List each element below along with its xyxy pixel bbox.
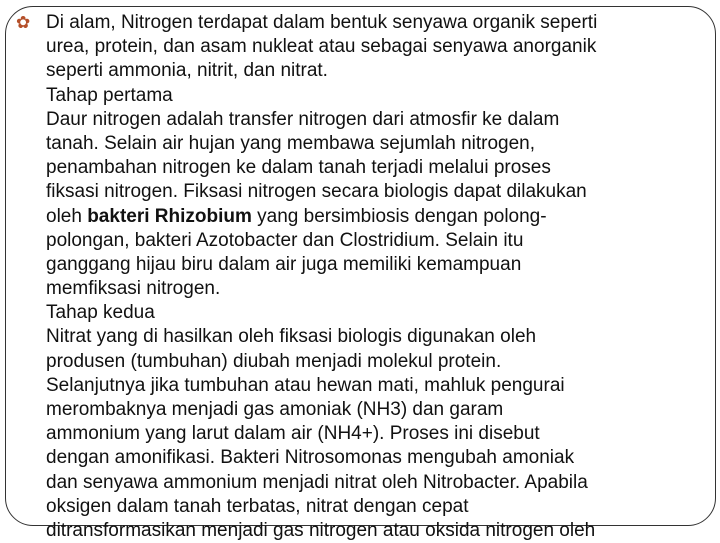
scroll-bullet-icon: ✿ bbox=[16, 13, 31, 32]
text-line: polongan, bakteri Azotobacter dan Clostridium. Selain itu bbox=[46, 229, 524, 251]
text-line: Daur nitrogen adalah transfer nitrogen dari atmosfir ke dalam bbox=[46, 108, 560, 130]
text-line: tanah. Selain air hujan yang membawa sejumlah nitrogen, bbox=[46, 132, 536, 154]
text-line: Nitrat yang di hasilkan oleh fiksasi biologis digunakan oleh bbox=[46, 326, 537, 348]
text-span: yang bersimbiosis dengan polong- bbox=[251, 205, 547, 227]
text-line: merombaknya menjadi gas amoniak (NH3) dan garam bbox=[46, 399, 504, 420]
text-line: oksigen dalam tanah terbatas, nitrat dengan cepat bbox=[46, 495, 469, 517]
text-line: urea, protein, dan asam nukleat atau sebagai senyawa anorganik bbox=[46, 36, 597, 58]
text-line: ammonium yang larut dalam air (NH4+). Proses ini disebut bbox=[46, 423, 540, 445]
text-span: oleh bbox=[46, 205, 88, 227]
text-line: ganggang hijau biru dalam air juga memiliki kemampuan bbox=[46, 253, 522, 275]
section-heading: Tahap kedua bbox=[46, 302, 155, 324]
text-line bbox=[46, 205, 720, 229]
body-text bbox=[46, 11, 720, 543]
text-line: ditransformasikan menjadi gas nitrogen atau oksida nitrogen oleh bbox=[46, 519, 596, 541]
text-line: seperti ammonia, nitrit, dan nitrat. bbox=[46, 60, 328, 82]
text-line: Selanjutnya jika tumbuhan atau hewan mati, mahluk pengurai bbox=[46, 374, 565, 396]
section-heading: Tahap pertama bbox=[46, 84, 173, 106]
text-line: memfiksasi nitrogen. bbox=[46, 278, 221, 300]
text-line: penambahan nitrogen ke dalam tanah terjadi melalui proses bbox=[46, 157, 551, 179]
text-line: fiksasi nitrogen. Fiksasi nitrogen secara biologis dapat dilakukan bbox=[46, 181, 587, 203]
text-line: Di alam, Nitrogen terdapat dalam bentuk senyawa organik seperti bbox=[46, 12, 598, 33]
text-line: dan senyawa ammonium menjadi nitrat oleh Nitrobacter. Apabila bbox=[46, 471, 588, 493]
bold-term: bakteri Rhizobium bbox=[87, 205, 252, 227]
text-line: dengan amonifikasi. Bakteri Nitrosomonas mengubah amoniak bbox=[46, 447, 575, 469]
text-line: produsen (tumbuhan) diubah menjadi molekul protein. bbox=[46, 350, 502, 372]
